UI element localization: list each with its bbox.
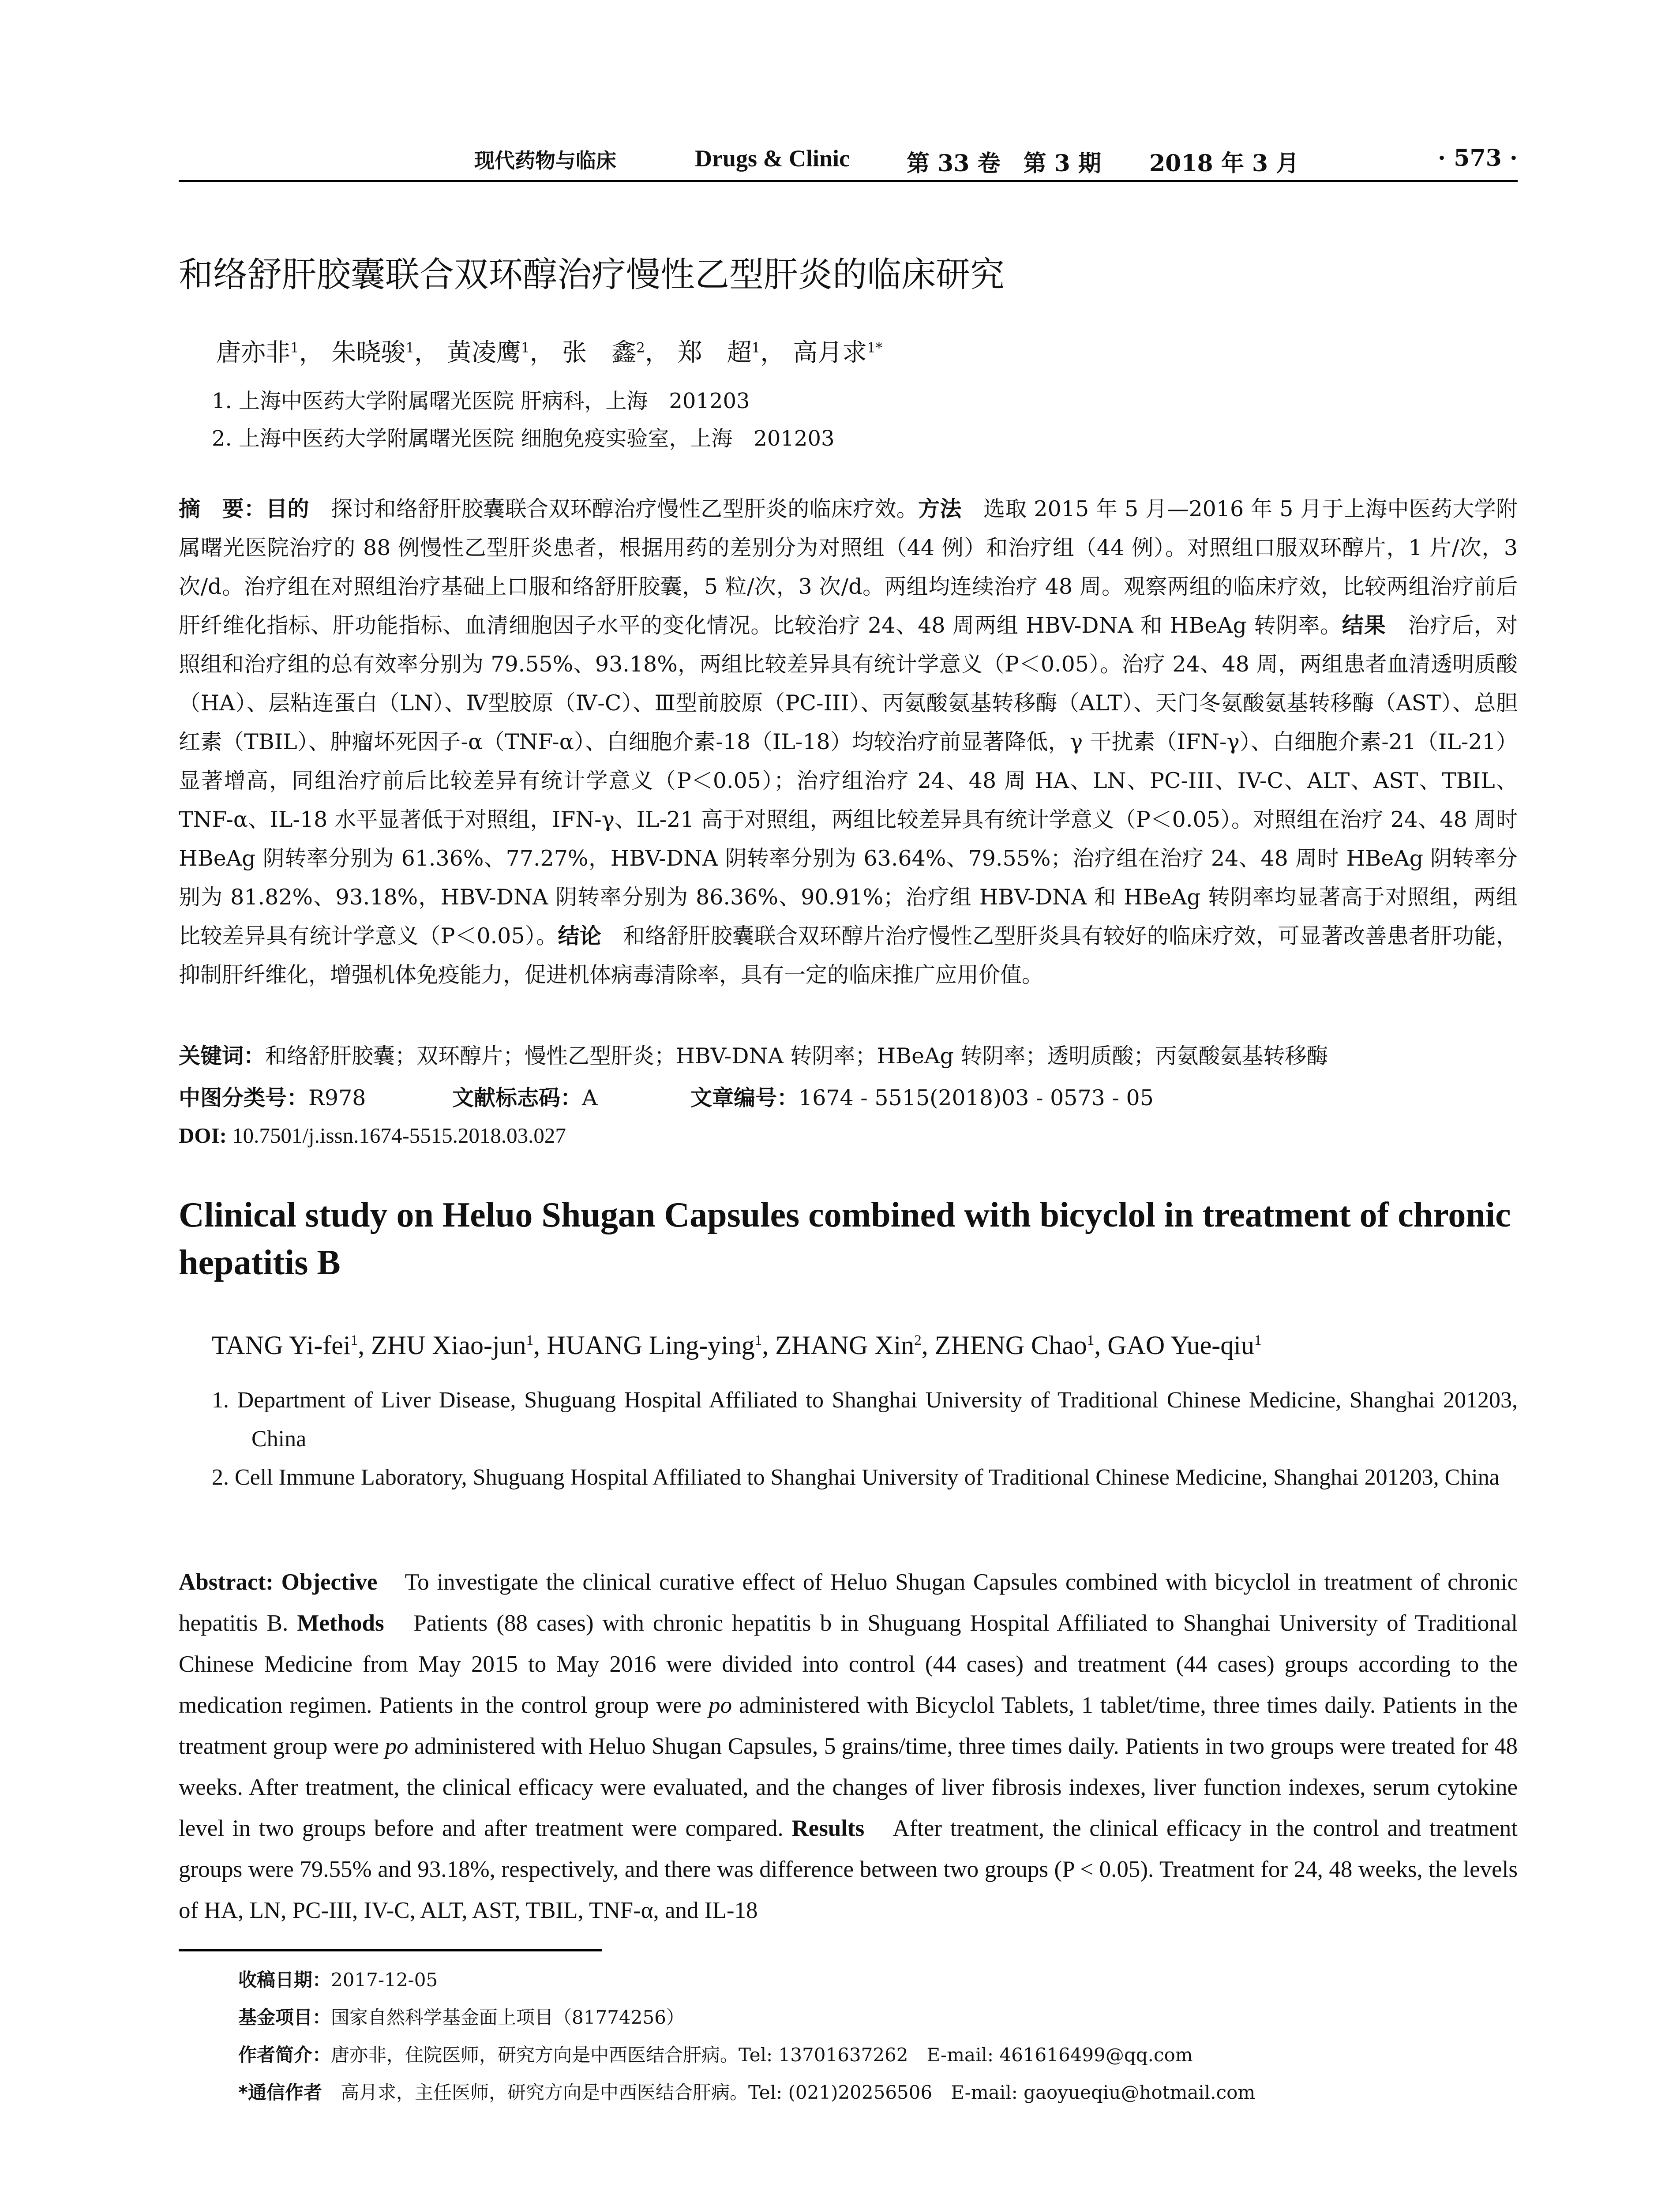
author-cn: 郑 超 [677, 338, 752, 367]
author-affiliation-mark: 1* [867, 340, 883, 356]
footnote-fund [238, 2003, 685, 2030]
corresponding-label: *通信作者 [238, 2082, 322, 2103]
author-cn: 朱晓骏 [331, 338, 406, 367]
affiliation-cn-1: 1. 上海中医药大学附属曙光医院 肝病科，上海 201203 [212, 389, 750, 413]
methods-en-text-2: administered with Bicyclol Tablets, 1 tablet/time, three times daily. Patients in the treatment group were [179, 1692, 1518, 1759]
keywords-text: 和络舒肝胶囊；双环醇片；慢性乙型肝炎；HBV-DNA 转阴率；HBeAg 转阴率；透明质酸；丙氨酸氨基转移酶 [265, 1043, 1328, 1069]
journal-name-en: Drugs & Clinic [695, 145, 850, 172]
author-en: HUANG Ling-ying [547, 1331, 755, 1360]
fund-label: 基金项目： [238, 2007, 331, 2028]
author-affiliation-mark: 2 [636, 340, 645, 356]
abstract-en [179, 1562, 1518, 1931]
footnote-received [238, 1966, 438, 1992]
author-affiliation-mark: 1 [350, 1332, 358, 1348]
author-cn: 高月求 [793, 338, 867, 367]
author-affiliation-mark: 1 [405, 340, 415, 356]
methods-label: 方法 [918, 496, 962, 521]
doc-code-label: 文献标志码： [452, 1085, 582, 1111]
conclusion-label: 结论 [558, 923, 602, 949]
abstract-label: 摘 要： [179, 496, 266, 521]
doi-value: 10.7501/j.issn.1674-5515.2018.03.027 [226, 1123, 566, 1148]
methods-en-text-1: Patients (88 cases) with chronic hepatitis b in Shuguang Hospital Affiliated to Shanghai University of Traditional Chinese Medicine from May 2015 to May 2016 were divided into control (44 cases) and treatment (44 cases) groups according to the medication regimen. Patients in the control group were [179, 1610, 1518, 1718]
conclusion-text: 和络舒肝胶囊联合双环醇片治疗慢性乙型肝炎具有较好的临床疗效，可显著改善患者肝功能，抑制肝纤维化，增强机体免疫能力，促进机体病毒清除率，具有一定的临床推广应用价值。 [179, 923, 1518, 987]
results-en-text: After treatment, the clinical efficacy in the control and treatment groups were 79.55% and 93.18%, respectively, and there was difference between two groups (P < 0.05). Treatment for 24, 48 weeks, the levels of HA, LN, PC-III, IV-C, ALT, AST, TBIL, TNF-α, and IL-18 [179, 1816, 1518, 1923]
author-en: GAO Yue-qiu [1107, 1331, 1254, 1360]
results-label: 结果 [1342, 613, 1386, 638]
results-en-label: Results [791, 1816, 865, 1841]
issue-date: 2018 年 3 月 [1149, 150, 1299, 177]
author-affiliation-mark: 1 [1087, 1332, 1095, 1348]
author-affiliation-mark: 1 [754, 1332, 762, 1348]
author-affiliation-mark: 1 [1254, 1332, 1262, 1348]
po-term: po [709, 1692, 732, 1718]
abstract-cn [179, 490, 1518, 994]
classification-line [179, 1081, 1154, 1112]
results-text: 治疗后，对照组和治疗组的总有效率分别为 79.55%、93.18%，两组比较差异具有统计学意义（P＜0.05）。治疗 24、48 周，两组患者血清透明质酸（HA）、层粘连蛋白（LN）、Ⅳ型胶原（Ⅳ-C）、Ⅲ型前胶原（PC-III）、丙氨酸氨基转移酶（ALT）、天门冬氨酸氨基转移酶（AST）、总胆红素（TBIL）、肿瘤坏死因子-α（TNF-α）、白细胞介素-18（IL-18）均较治疗前显著降低，γ 干扰素（IFN-γ）、白细胞介素-21（IL-21）显著增高，同组治疗前后比较差异有统计学意义（P＜0.05）；治疗组治疗 24、48 周 HA、LN、PC-III、IV-C、ALT、AST、TBIL、TNF-α、IL-18 水平显著低于对照组，IFN-γ、IL-21 高于对照组，两组比较差异具有统计学意义（P＜0.05）。对照组在治疗 24、48 周时 HBeAg 阴转率分别为 61.36%、77.27%，HBV-DNA 阴转率分别为 63.64%、79.55%；治疗组在治疗 24、48 周时 HBeAg 阴转率分别为 81.82%、93.18%，HBV-DNA 阴转率分别为 86.36%、90.91%；治疗组 HBV-DNA 和 HBeAg 转阴率均显著高于对照组，两组比较差异具有统计学意义（P＜0.05）。 [179, 613, 1518, 949]
affiliation-cn-2: 2. 上海中医药大学附属曙光医院 细胞免疫实验室，上海 201203 [212, 426, 835, 451]
clc-label: 中图分类号： [179, 1085, 309, 1111]
objective-text: 探讨和络舒肝胶囊联合双环醇治疗慢性乙型肝炎的临床疗效。 [309, 496, 919, 521]
bio-text: 唐亦非，住院医师，研究方向是中西医结合肝病。Tel: 13701637262 E-mail: 461616499@qq.com [331, 2044, 1193, 2066]
keywords-cn [179, 1039, 1518, 1070]
keywords-label: 关键词： [179, 1043, 266, 1069]
affiliation-en-2: 2. Cell Immune Laboratory, Shuguang Hospital Affiliated to Shanghai University of Traditional Chinese Medicine, Shanghai 201203, China [212, 1465, 1500, 1490]
footnote-author-bio [238, 2041, 1193, 2067]
bio-label: 作者简介： [238, 2044, 331, 2066]
article-number-label: 文章编号： [690, 1085, 799, 1111]
author-affiliation-mark: 2 [914, 1332, 922, 1348]
author-en: TANG Yi-fei [212, 1331, 351, 1360]
author-en: ZHANG Xin [775, 1331, 915, 1360]
volume-issue: 第 33 卷 第 3 期 [907, 150, 1101, 177]
author-affiliation-mark: 1 [526, 1332, 534, 1348]
received-date: 2017-12-05 [331, 1969, 438, 1991]
authors-en: TANG Yi-fei$^1$, ZHU Xiao-jun$^1$, HUANG Ling-ying$^1$, ZHANG Xin$^2$, ZHENG Chao$^1$, GAO Yue-qiu$^1$ [212, 1331, 1262, 1360]
received-label: 收稿日期： [238, 1969, 331, 1991]
abstract-en-label: Abstract: Objective [179, 1569, 378, 1595]
author-affiliation-mark: 1 [290, 340, 299, 356]
doi-line [179, 1123, 566, 1148]
doc-code-value: A [582, 1085, 598, 1111]
corresponding-text: 高月求，主任医师，研究方向是中西医结合肝病。Tel: (021)20256506 E-mail: gaoyueqiu@hotmail.com [322, 2082, 1256, 2103]
clc-value: R978 [308, 1085, 366, 1111]
doi-label: DOI: [179, 1123, 227, 1148]
methods-en-label: Methods [297, 1610, 384, 1636]
journal-name-cn: 现代药物与临床 [474, 149, 616, 173]
methods-en-text-3: administered with Heluo Shugan Capsules, 5 grains/time, three times daily. Patients in two groups were treated for 48 weeks. After treatment, the clinical efficacy were evaluated, and the changes of liver fibrosis indexes, liver function indexes, serum cytokine level in two groups before and after treatment were compared. [179, 1733, 1518, 1841]
objective-en-text: To investigate the clinical curative effect of Heluo Shugan Capsules combined with bicyclol in treatment of chronic hepatitis B. [179, 1569, 1518, 1636]
po-term: po [385, 1733, 409, 1759]
objective-label: 目的 [266, 496, 309, 521]
footnote-rule [179, 1949, 602, 1951]
page-number: · 573 · [1438, 145, 1518, 172]
affiliation-en-1: 1. Department of Liver Disease, Shuguang Hospital Affiliated to Shanghai University of Traditional Chinese Medicine, Shanghai 201203, China [212, 1388, 1518, 1452]
title-en: Clinical study on Heluo Shugan Capsules combined with bicyclol in treatment of chronic hepatitis B [179, 1196, 1511, 1282]
title-cn: 和络舒肝胶囊联合双环醇治疗慢性乙型肝炎的临床研究 [179, 255, 1005, 295]
authors-cn: 唐亦非$^1$， 朱晓骏$^1$， 黄凌鹰$^1$， 张 鑫$^2$， 郑 超$^1$， 高月求$^{1*}$ [216, 338, 883, 367]
author-en: ZHU Xiao-jun [371, 1331, 526, 1360]
author-en: ZHENG Chao [934, 1331, 1087, 1360]
footnote-corresponding [238, 2078, 1255, 2105]
methods-text: 选取 2015 年 5 月—2016 年 5 月于上海中医药大学附属曙光医院治疗的 88 例慢性乙型肝炎患者，根据用药的差别分为对照组（44 例）和治疗组（44 例）。对照组口服双环醇片，1 片/次，3 次/d。治疗组在对照组治疗基础上口服和络舒肝胶囊，5 粒/次，3 次/d。两组均连续治疗 48 周。观察两组的临床疗效，比较两组治疗前后肝纤维化指标、肝功能指标、血清细胞因子水平的变化情况。比较治疗 24、48 周两组 HBV-DNA 和 HBeAg 转阴率。 [179, 496, 1518, 638]
article-number-value: 1674 - 5515(2018)03 - 0573 - 05 [799, 1085, 1154, 1111]
author-cn: 张 鑫 [562, 338, 637, 367]
author-cn: 唐亦非 [216, 338, 290, 367]
author-affiliation-mark: 1 [751, 340, 761, 356]
fund-text: 国家自然科学基金面上项目（81774256） [331, 2007, 685, 2028]
author-affiliation-mark: 1 [521, 340, 530, 356]
author-cn: 黄凌鹰 [446, 338, 521, 367]
running-header [179, 140, 1518, 182]
